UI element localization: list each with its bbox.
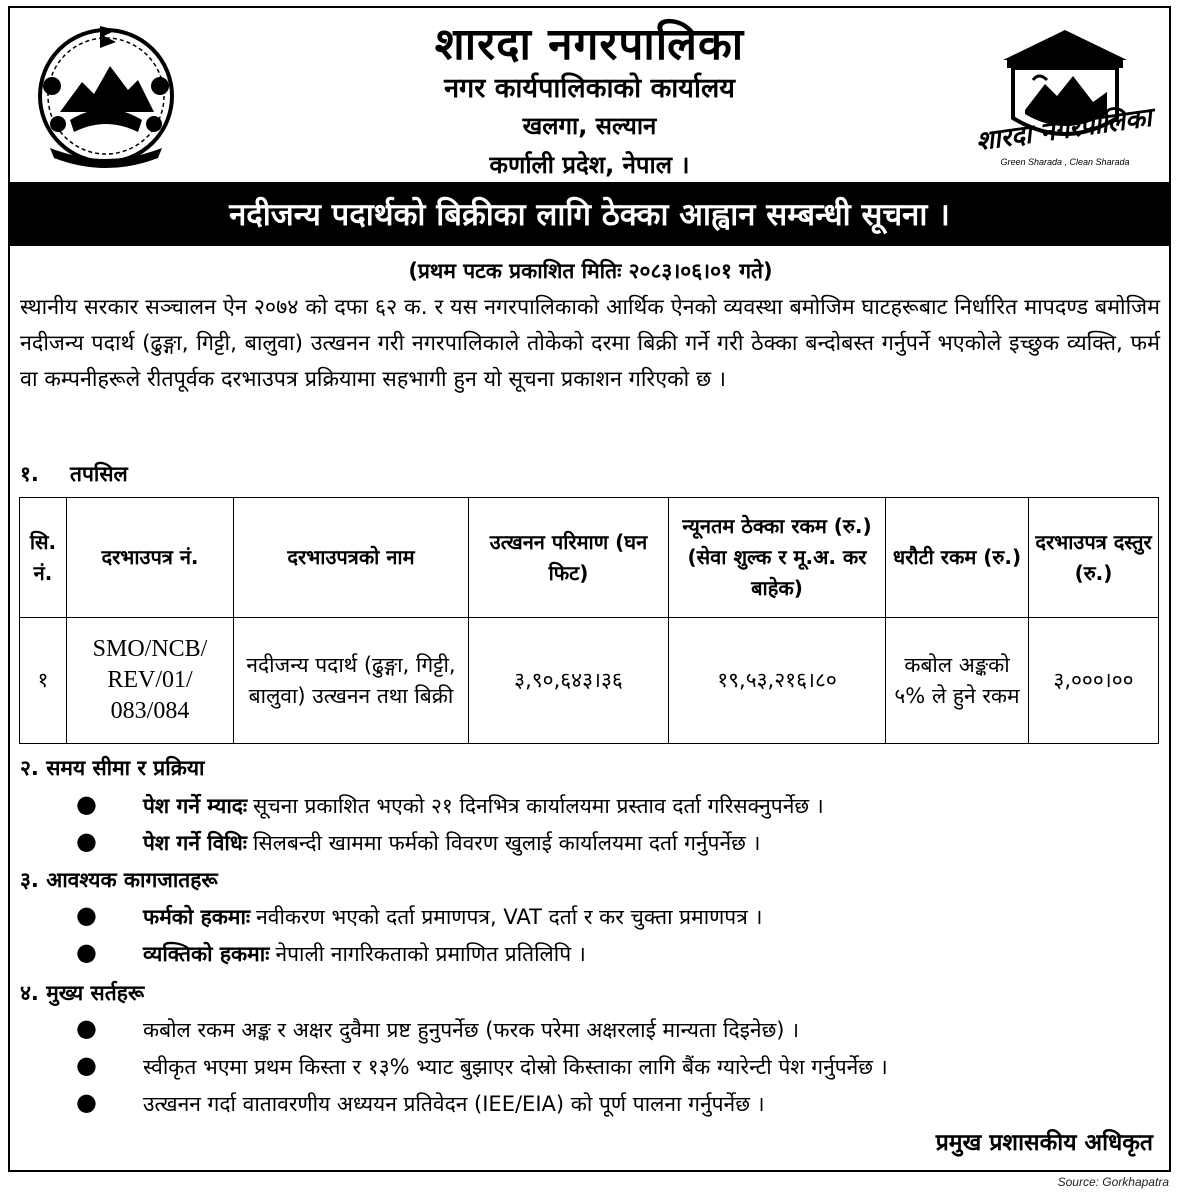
address-line-2: कर्णाली प्रदेश, नेपाल । [489,151,690,179]
bullet-icon: ● [76,938,97,966]
cell-name: नदीजन्य पदार्थ (ढुङ्गा, गिट्टी, बालुवा) उत्खनन तथा बिक्री [234,618,469,744]
section-number: ४. [20,981,39,1005]
section-title: मुख्य सर्तहरू [46,981,145,1005]
item-text: उत्खनन गर्दा वातावरणीय अध्ययन प्रतिवेदन (IEE/EIA) को पूर्ण पालना गर्नुपर्नेछ । [143,1092,765,1116]
list-item [76,903,762,931]
cell-sn: १ [20,618,67,744]
office-name: नगर कार्यपालिकाको कार्यालय [444,73,735,104]
section-title: समय सीमा र प्रक्रिया [46,756,205,780]
svg-text:शारदा नगरपालिका: शारदा नगरपालिका [974,102,1154,158]
table-header-row [20,498,1159,618]
section-number: २. [20,756,39,780]
cell-deposit: कबोल अङ्कको ५% ले हुने रकम [886,618,1029,744]
list-item [76,1053,888,1081]
svg-text:Green Sharada , Clean Sharada: Green Sharada , Clean Sharada [1000,157,1130,167]
list-item [76,1090,765,1118]
bullet-icon: ● [76,1088,97,1116]
bullet-icon: ● [76,901,97,929]
bullet-icon: ● [76,790,97,818]
list-item [76,1016,799,1044]
item-text: सिलबन्दी खाममा फर्मको विवरण खुलाई कार्यालयमा दर्ता गर्नुपर्नेछ । [253,831,761,855]
item-text: नेपाली नागरिकताको प्रमाणित प्रतिलिपि । [275,942,586,966]
bullet-icon: ● [76,827,97,855]
cell-ref: SMO/NCB/ REV/01/ 083/084 [67,618,234,744]
publication-date: (प्रथम पटक प्रकाशित मितिः २०८३।०६।०१ गते) [408,259,773,283]
item-label: व्यक्तिको हकमाः [143,942,270,966]
signer-title: प्रमुख प्रशासकीय अधिकृत [935,1130,1153,1156]
section-number: १. [20,462,39,486]
source-credit: Source: Gorkhapatra [1057,1175,1169,1189]
section-3-heading [20,866,218,894]
col-fee: दरभाउपत्र दस्तुर (रु.) [1029,498,1159,618]
col-deposit: धरौटी रकम (रु.) [886,498,1029,618]
tender-table [19,497,1159,744]
col-name: दरभाउपत्रको नाम [234,498,469,618]
address-line-1: खलगा, सल्यान [522,112,657,140]
list-item [76,792,824,820]
list-item [76,829,761,857]
org-name: शारदा नगरपालिका [434,19,745,70]
notice-title: नदीजन्य पदार्थको बिक्रीका लागि ठेक्का आह्वान सम्बन्धी सूचना । [8,182,1171,246]
item-text: सूचना प्रकाशित भएको २१ दिनभित्र कार्यालयमा प्रस्ताव दर्ता गरिसक्नुपर्नेछ । [253,794,824,818]
section-2-heading [20,754,204,782]
cell-min-amount: १९,५३,२१६।८० [669,618,886,744]
item-label: फर्मको हकमाः [143,905,251,929]
cell-quantity: ३,९०,६४३।३६ [469,618,669,744]
notice-header [8,6,1171,182]
item-label: पेश गर्ने विधिः [143,831,248,855]
col-quantity: उत्खनन परिमाण (घन फिट) [469,498,669,618]
item-text: स्वीकृत भएमा प्रथम किस्ता र १३% भ्याट बुझाएर दोस्रो किस्ताका लागि बैंक ग्यारेन्टी पेश गर्नुपर्नेछ । [143,1055,888,1079]
col-ref: दरभाउपत्र नं. [67,498,234,618]
section-1-heading [20,460,128,488]
col-min-amount: न्यूनतम ठेक्का रकम (रु.) (सेवा शुल्क र मू.अ. कर बाहेक) [669,498,886,618]
cell-fee: ३,०००।०० [1029,618,1159,744]
bullet-icon: ● [76,1051,97,1079]
item-text: नवीकरण भएको दर्ता प्रमाणपत्र, VAT दर्ता र कर चुक्ता प्रमाणपत्र । [256,905,763,929]
bullet-icon: ● [76,1014,97,1042]
section-title: तपसिल [70,462,128,486]
item-text: कबोल रकम अङ्क र अक्षर दुवैमा प्रष्ट हुनुपर्नेछ (फरक परेमा अक्षरलाई मान्यता दिइनेछ) । [143,1018,800,1042]
intro-paragraph: स्थानीय सरकार सञ्चालन ऐन २०७४ को दफा ६२ क. र यस नगरपालिकाको आर्थिक ऐनको व्यवस्था बमोजिम घाटहरूबाट निर्धारित मापदण्ड बमोजिम नदीजन्य पदार्थ (ढुङ्गा, गिट्टी, बालुवा) उत्खनन गरी नगरपालिकाले तोकेको दरमा बिक्री गर्ने गरी ठेक्का बन्दोबस्त गर्नुपर्ने भएकोले इच्छुक व्यक्ति, फर्म वा कम्पनीहरूले रीतपूर्वक दरभाउपत्र प्रक्रियामा सहभागी हुन यो सूचना प्रकाशन गरिएको छ । [20,295,1160,392]
list-item [76,940,586,968]
item-label: पेश गर्ने म्यादः [143,794,248,818]
section-title: आवश्यक कागजातहरू [46,868,218,892]
table-row [20,618,1159,744]
section-number: ३. [20,868,39,892]
section-4-heading [20,979,144,1007]
sharada-municipality-logo-icon [973,22,1158,172]
col-sn: सि. नं. [20,498,67,618]
